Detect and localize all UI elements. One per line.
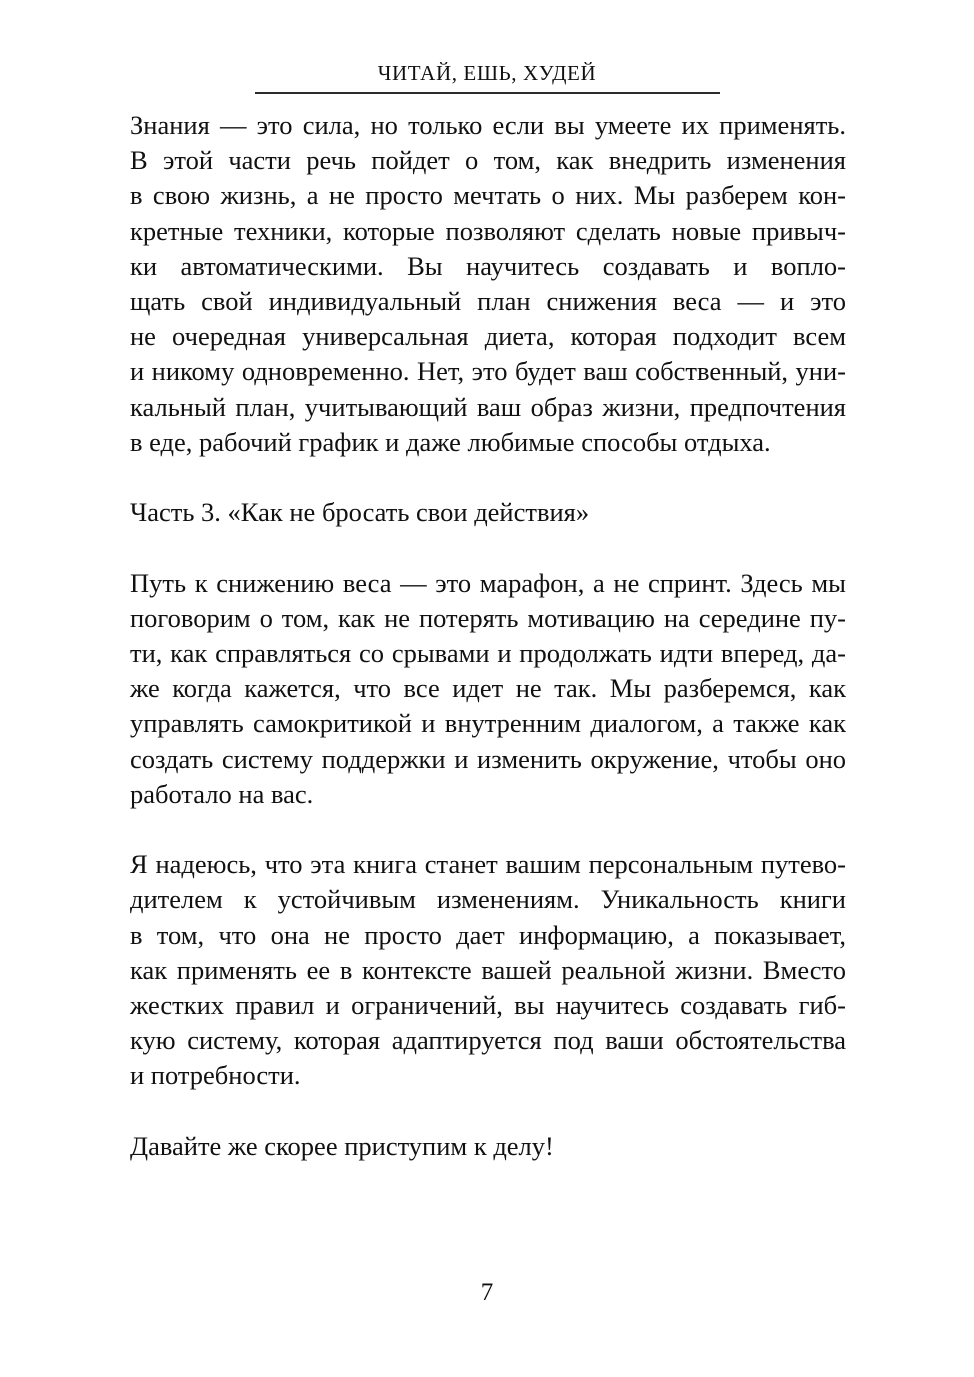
text-line: в свою жизнь, а не просто мечтать о них. Мы разберем кон- [130, 180, 846, 211]
text-line: не очередная универсальная диета, которая подходит всем [130, 321, 846, 352]
text-line: кальный план, учитывающий ваш образ жизни, предпочтения [130, 391, 846, 422]
text-line: дителем к устойчивым изменениям. Уникальность книги [130, 884, 846, 915]
header-rule [255, 92, 720, 94]
text-line: В этой части речь пойдет о том, как внедрить изменения [130, 145, 846, 176]
text-line: и никому одновременно. Нет, это будет ваш собственный, уни- [130, 356, 846, 387]
body-text-column [130, 108, 846, 1164]
paragraph [130, 108, 846, 460]
text-line: Знания — это сила, но только если вы умеете их применять. [130, 110, 846, 140]
text-line: ки автоматическими. Вы научитесь создавать и вопло- [130, 250, 846, 281]
text-line: Давайте же скорее приступим к делу! [130, 1130, 554, 1161]
text-line: же когда кажется, что все идет не так. Мы разберемся, как [130, 673, 846, 704]
text-line: работало на вас. [130, 778, 314, 809]
text-line: создать систему поддержки и изменить окружение, чтобы оно [130, 743, 846, 774]
text-line: в еде, рабочий график и даже любимые способы отдыха. [130, 426, 771, 457]
text-line: ти, как справляться со срывами и продолжать идти вперед, да- [130, 638, 846, 669]
text-line: Часть 3. «Как не бросать свои действия» [130, 497, 590, 528]
text-line: в том, что она не просто дает информацию, а показывает, [130, 919, 846, 950]
text-line: поговорим о том, как не потерять мотивацию на середине пу- [130, 602, 846, 633]
page-number: 7 [480, 1279, 494, 1306]
text-line: Путь к снижению веса — это марафон, а не спринт. Здесь мы [130, 567, 846, 598]
text-line: кую систему, которая адаптируется под ваши обстоятельства [130, 1025, 846, 1056]
paragraph [130, 566, 846, 812]
part-heading-paragraph [130, 495, 846, 530]
closing-paragraph [130, 1129, 846, 1164]
text-line: кретные техники, которые позволяют сделать новые привыч- [130, 215, 846, 246]
text-line: жестких правил и ограничений, вы научитесь создавать гиб- [130, 990, 846, 1021]
paragraph [130, 847, 846, 1093]
text-line: щать свой индивидуальный план снижения веса — и это [130, 286, 846, 317]
text-line: Я надеюсь, что эта книга станет вашим персональным путево- [130, 849, 846, 880]
text-line: как применять ее в контексте вашей реальной жизни. Вместо [130, 954, 846, 985]
running-header: ЧИТАЙ, ЕШЬ, ХУДЕЙ [377, 61, 597, 85]
text-line: управлять самокритикой и внутренним диалогом, а также как [130, 708, 846, 739]
text-line: и потребности. [130, 1060, 301, 1091]
